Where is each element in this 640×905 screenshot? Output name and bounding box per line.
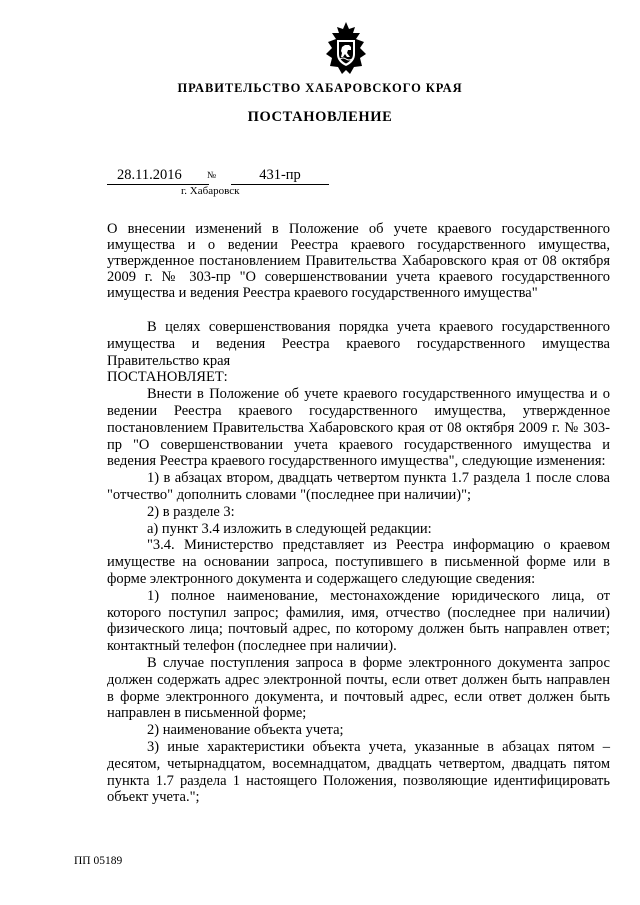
body-paragraph: 2) наименование объекта учета;: [147, 722, 344, 739]
khabarovsk-krai-coat-of-arms-icon: [322, 20, 370, 76]
body-paragraph: 3) иные характеристики объекта учета, указанные в абзацах пятом – десятом, четырнадцатом, восемнадцатом, двадцать четвертом, двадцать пятом пункта 1.7 раздела 1 настоящего Положения, позволяющие идентифицировать объект учета.";: [107, 738, 610, 806]
body-paragraph: В случае поступления запроса в форме электронного документа запрос должен содержать адрес электронной почты, если ответ должен быть направлен в форме электронного документа, и почтовый адрес, если ответ должен быть направлен в письменной форме;: [107, 654, 610, 722]
footer-code: ПП 05189: [74, 855, 123, 867]
document-number: 431-пр: [231, 167, 329, 185]
document-subject: О внесении изменений в Положение об учете краевого государственного имущества и о ведении Реестра краевого государственного имущества, утвержденное постановлением Правительства Хабаровского края от 08 октября 2009 г. № 303-пр "О совершенствовании учета краевого государственного имущества и ведения Реестра краевого государственного имущества": [107, 221, 610, 301]
body-paragraph: "3.4. Министерство представляет из Реестра информацию о краевом имуществе на основании запроса, поступившего в письменной форме или в форме электронного документа и содержащего следующие сведения:: [107, 537, 610, 587]
document-date: 28.11.2016: [107, 167, 209, 185]
body-paragraph: Внести в Положение об учете краевого государственного имущества и о ведении Реестра краевого государственного имущества, утвержденное постановлением Правительства Хабаровского края от 08 октября 2009 г. № 303-пр "О совершенствовании учета краевого государственного имущества и ведения Реестра краевого государственного имущества", следующие изменения:: [107, 386, 610, 470]
body-paragraph: а) пункт 3.4 изложить в следующей редакции:: [147, 520, 432, 537]
preamble-paragraph: В целях совершенствования порядка учета краевого государственного имущества и ведения Реестра краевого государственного имущества Правительство края: [107, 319, 610, 369]
number-sign: №: [207, 171, 217, 181]
body-paragraph: 1) полное наименование, местонахождение юридического лица, от которого поступил запрос; фамилия, имя, отчество (последнее при наличии) физического лица; почтовый адрес, по которому должен быть направлен ответ; контактный телефон (последнее при наличии).: [107, 587, 610, 655]
body-paragraph: 2) в разделе 3:: [147, 503, 235, 520]
body-paragraph: 1) в абзацах втором, двадцать четвертом пункта 1.7 раздела 1 после слова "отчество" дополнить словами "(последнее при наличии)";: [107, 470, 610, 503]
document-type: ПОСТАНОВЛЕНИЕ: [247, 109, 393, 125]
organization-name: ПРАВИТЕЛЬСТВО ХАБАРОВСКОГО КРАЯ: [177, 81, 463, 95]
document-body: [107, 319, 610, 806]
resolves-heading: ПОСТАНОВЛЯЕТ:: [107, 369, 228, 386]
document-city: г. Хабаровск: [181, 185, 240, 197]
